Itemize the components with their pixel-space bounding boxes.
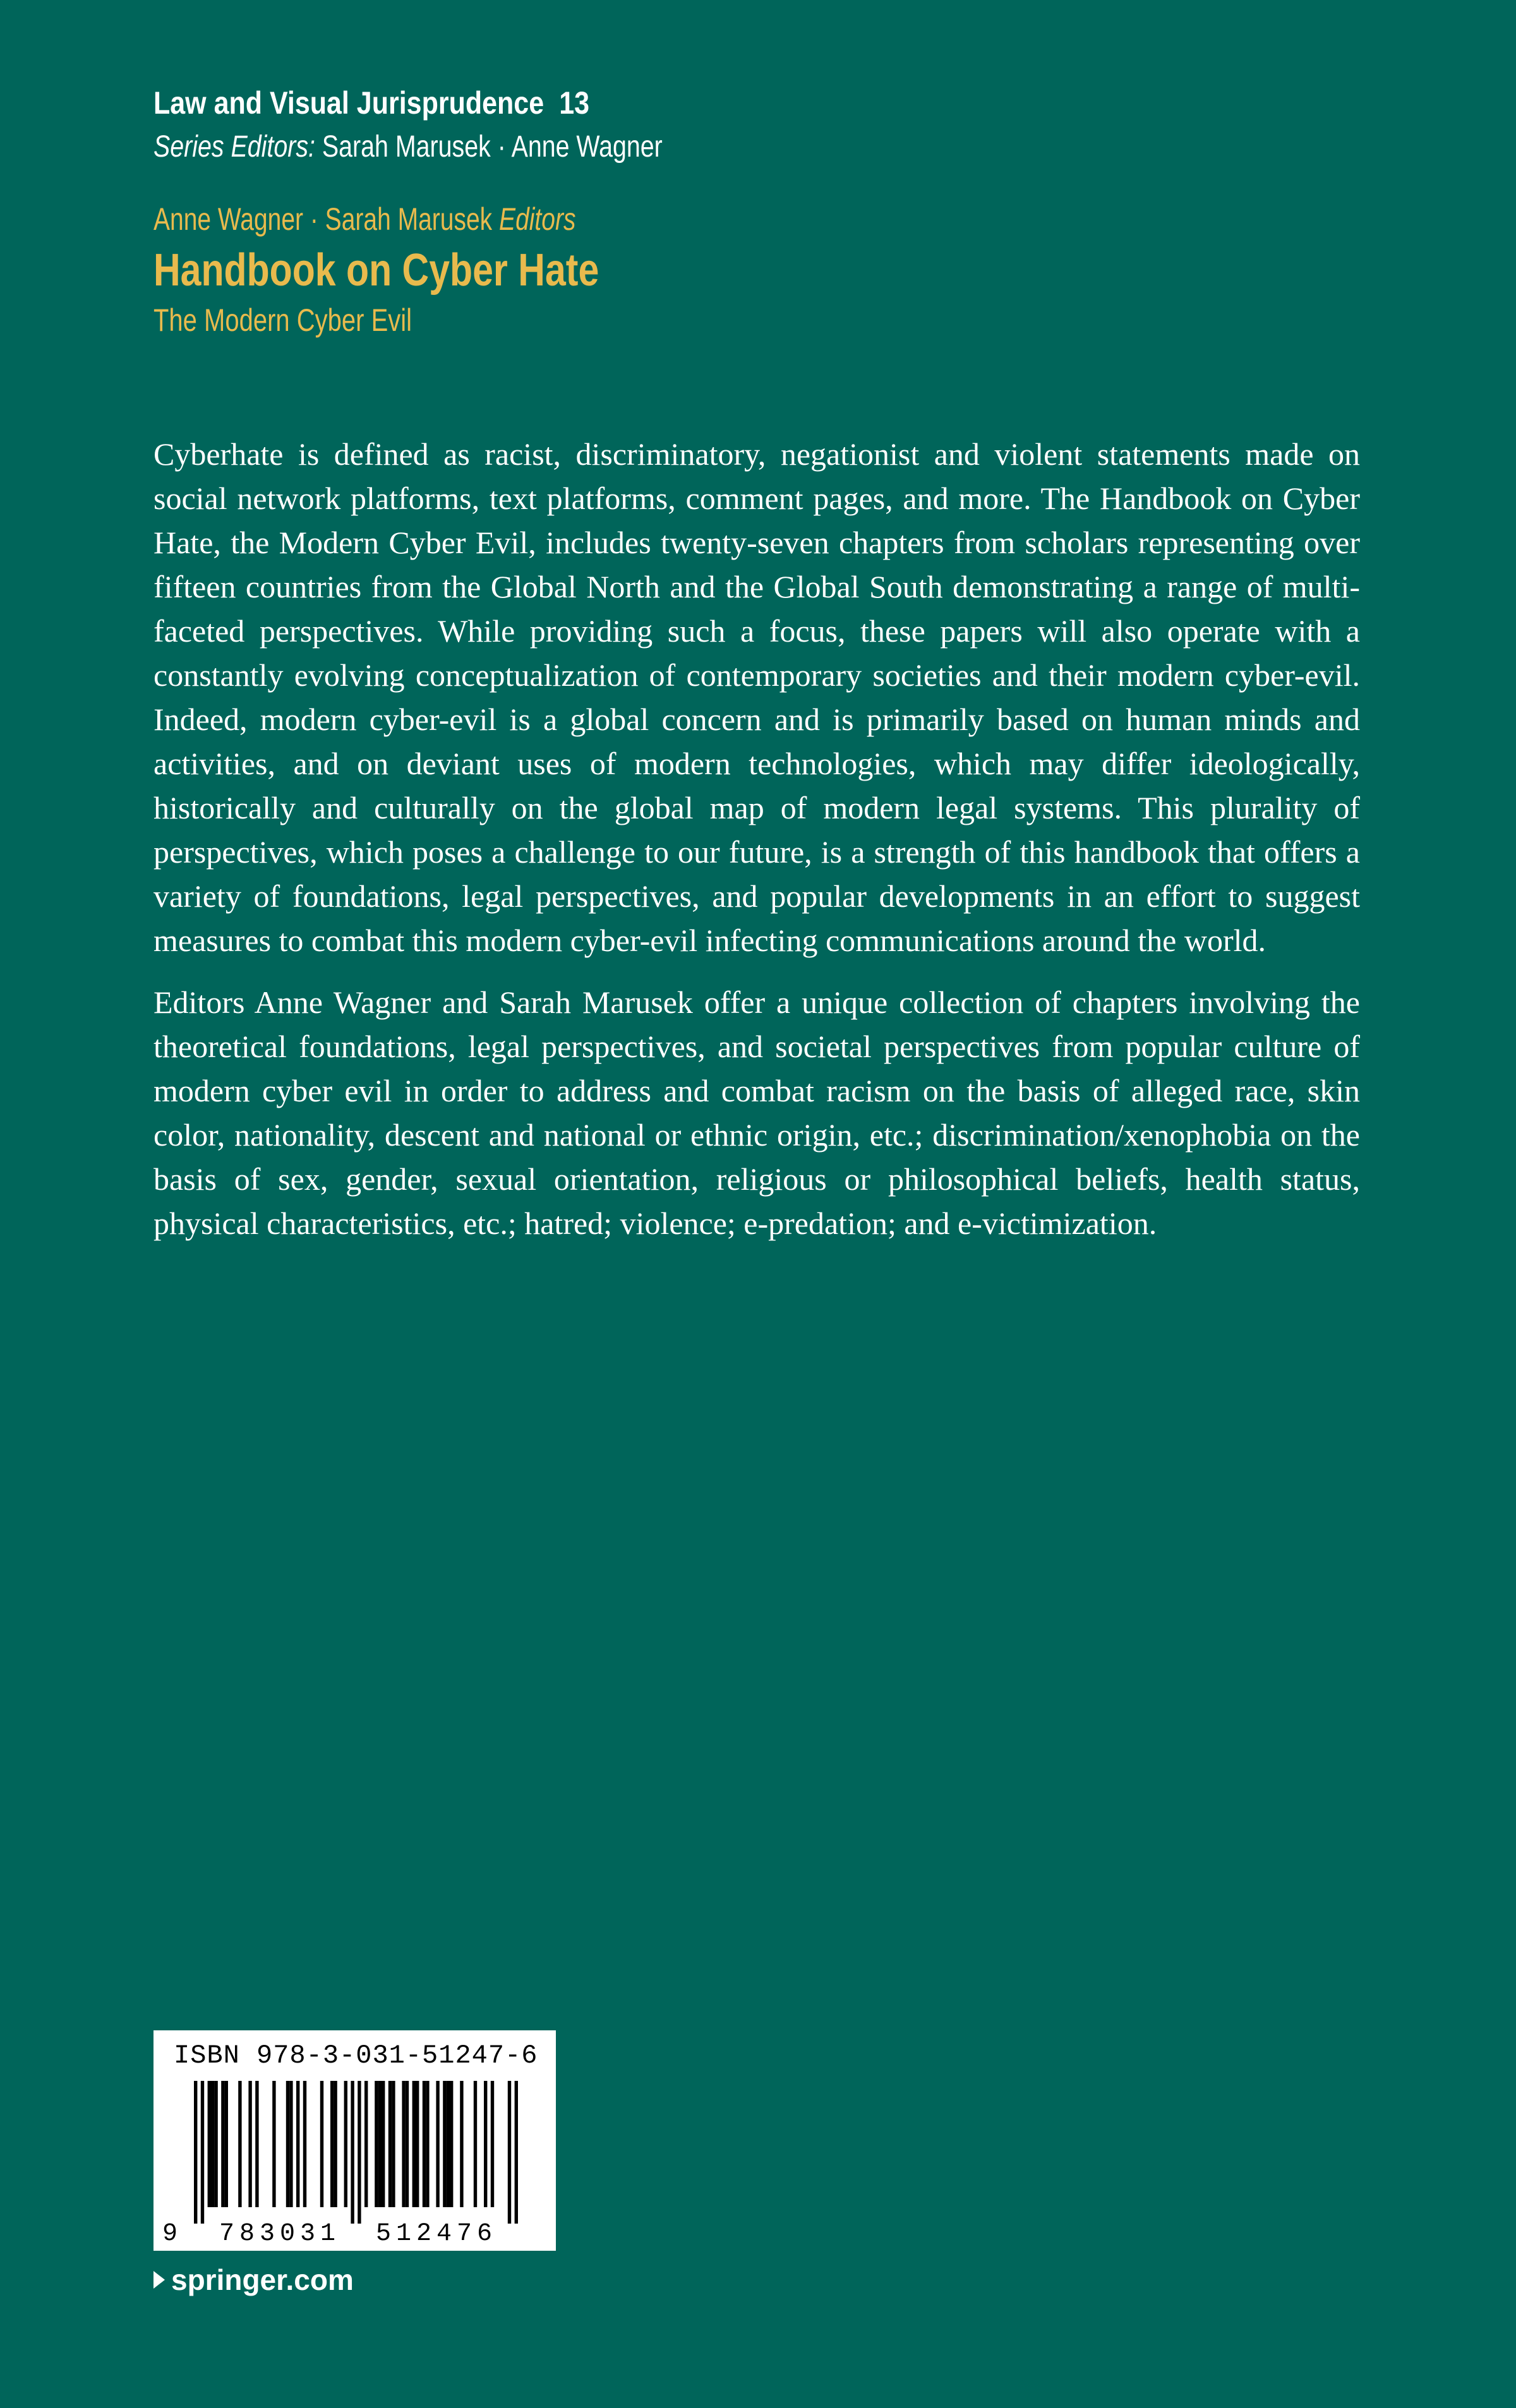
barcode-bar (201, 2081, 204, 2224)
barcode-bar (460, 2081, 463, 2207)
barcode-bar (194, 2081, 197, 2224)
barcode-bar (272, 2081, 275, 2207)
barcode-bar (358, 2081, 361, 2224)
isbn-label: ISBN 978-3-031-51247-6 (174, 2040, 538, 2071)
barcode-bar (443, 2081, 446, 2207)
publisher-url: springer.com (171, 2263, 354, 2296)
barcode-bar (238, 2081, 241, 2207)
barcode-bar (214, 2081, 217, 2207)
barcode-bar (255, 2081, 258, 2207)
barcode-bar (508, 2081, 511, 2224)
barcode-bar (515, 2081, 518, 2224)
series-info (153, 81, 774, 169)
book-editors-names: Anne Wagner · Sarah Marusek (153, 201, 493, 237)
series-editors-names: Sarah Marusek · Anne Wagner (315, 130, 663, 164)
barcode-bar (484, 2081, 487, 2207)
barcode-bar (412, 2081, 416, 2207)
barcode-bar (225, 2081, 228, 2207)
barcode-bar (221, 2081, 224, 2207)
isbn-digits-left: 783031 (219, 2220, 341, 2248)
book-editors-role: Editors (499, 201, 576, 237)
barcode-bar (436, 2081, 439, 2207)
barcode-bar (208, 2081, 211, 2207)
barcode-bar (392, 2081, 395, 2207)
barcode-bar (423, 2081, 426, 2207)
barcode-bar (296, 2081, 299, 2207)
book-header (153, 197, 697, 341)
barcode-bar (248, 2081, 251, 2207)
isbn-digits-right: 512476 (376, 2220, 498, 2248)
series-title (153, 81, 687, 125)
barcode-bar (491, 2081, 494, 2207)
series-editors-label: Series Editors: (153, 130, 315, 164)
description-paragraph-1: Cyberhate is defined as racist, discriminatory, negationist and violent statements made on social network platforms, text platforms, comment pages, and more. The Handbook on Cyber Hate, the Modern Cyber Evil, includes twenty-seven chapters from scholars representing over fifteen countries from the Global North and the Global South demonstrating a range of multi-faceted perspectives. While providing such a focus, these papers will also operate with a constantly evolving conceptualization of contemporary societies and their modern cyber-evil. Indeed, modern cyber-evil is a global concern and is primarily based on human minds and activities, and on deviant uses of modern technologies, which may differ ideologically, historically and culturally on the global map of modern legal systems. This plurality of perspectives, which poses a challenge to our future, is a strength of this handbook that offers a variety of foundations, legal perspectives, and popular developments in an effort to suggest measures to combat this modern cyber-evil infecting communications around the world. (153, 436, 1360, 958)
book-editors (153, 197, 577, 241)
barcode-bar (351, 2081, 354, 2224)
barcode-bar (450, 2081, 453, 2207)
description-paragraph-2: Editors Anne Wagner and Sarah Marusek offer a unique collection of chapters involving the theoretical foundations, legal perspectives, and societal perspectives from popular culture of modern cyber evil in order to address and combat racism on the basis of alleged race, skin color, nationality, descent and national or ethnic origin, etc.; discrimination/xenophobia on the basis of sex, gender, sexual orientation, religious or philosophical beliefs, health status, physical characteristics, etc.; hatred; violence; e-predation; and e-victimization. (153, 985, 1360, 1241)
series-volume: 13 (559, 85, 590, 121)
barcode-bar (375, 2081, 378, 2207)
barcode-bar (364, 2081, 368, 2207)
isbn-barcode (153, 2030, 556, 2251)
book-title: Handbook on Cyber Hate (153, 245, 599, 296)
barcode-bar (416, 2081, 419, 2207)
book-description (153, 432, 1360, 1263)
barcode-bar (211, 2081, 214, 2207)
barcode-bar (402, 2081, 405, 2207)
book-subtitle: The Modern Cyber Evil (153, 302, 412, 338)
barcode-bar (330, 2081, 334, 2207)
barcode-bars (194, 2081, 518, 2224)
barcode-bar (447, 2081, 450, 2207)
barcode-bar (378, 2081, 382, 2207)
barcode-graphic (153, 2030, 556, 2251)
publisher-link[interactable] (153, 2261, 354, 2299)
barcode-bar (388, 2081, 392, 2207)
barcode-bar (344, 2081, 347, 2207)
isbn-digit-lead: 9 (162, 2220, 178, 2248)
barcode-bar (303, 2081, 306, 2207)
barcode-bar (320, 2081, 323, 2207)
barcode-bar (382, 2081, 385, 2207)
barcode-bar (426, 2081, 429, 2207)
series-name: Law and Visual Jurisprudence (153, 85, 544, 121)
series-editors (153, 125, 663, 169)
arrow-right-icon (153, 2271, 165, 2289)
barcode-bar (289, 2081, 292, 2207)
barcode-bar (406, 2081, 409, 2207)
barcode-bar (286, 2081, 289, 2207)
barcode-bar (334, 2081, 337, 2207)
barcode-bar (474, 2081, 477, 2207)
